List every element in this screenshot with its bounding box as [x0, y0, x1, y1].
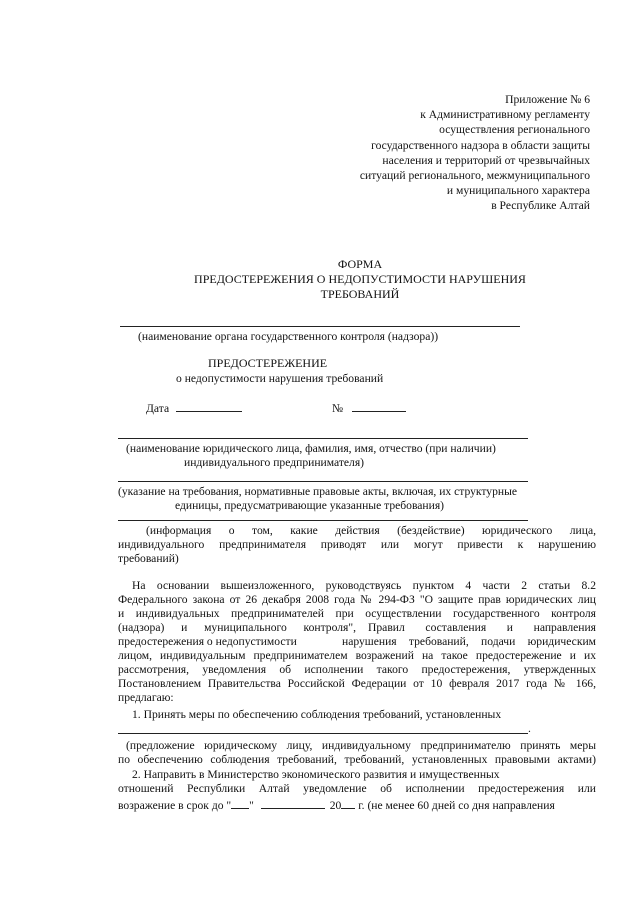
form-title-line: ФОРМА: [337, 257, 383, 271]
entity-blank-line: [118, 438, 528, 439]
deadline-century: 20: [329, 799, 342, 812]
number-label: №: [332, 402, 344, 415]
date-field: [146, 400, 242, 416]
appendix-line: ситуаций регионального, межмуниципального: [359, 169, 590, 183]
basis-line: лицом, индивидуальным предпринимателем возражений на такое предостережение и их: [118, 649, 596, 662]
info-caption-line1: (информация о том, какие действия (бездействие) юридического лица,: [146, 524, 596, 537]
appendix-block: [290, 92, 590, 214]
form-title-line: ПРЕДОСТЕРЕЖЕНИЯ О НЕДОПУСТИМОСТИ НАРУШЕНИЯ: [194, 272, 526, 286]
proposal-caption-line2: по обеспечению соблюдения требований, требований, установленных правовыми актами): [118, 753, 596, 766]
item1-blank-line: [118, 733, 528, 734]
info-caption-line2: индивидуального предпринимателя приводят или могут привести к нарушению: [118, 538, 596, 551]
appendix-line: к Административному регламенту: [420, 108, 590, 122]
basis-line: На основании вышеизложенного, руководствуясь пунктом 4 части 2 статьи 8.2: [132, 579, 596, 592]
appendix-line: и муниципального характера: [446, 184, 590, 198]
number-blank: [352, 400, 406, 412]
warning-title: ПРЕДОСТЕРЕЖЕНИЕ: [208, 356, 328, 370]
form-title-line: ТРЕБОВАНИЙ: [320, 287, 400, 301]
proposal-caption-line1: (предложение юридическому лицу, индивидуальному предпринимателю принять меры: [126, 739, 596, 752]
basis-line: Федерального закона от 26 декабря 2008 года № 294-ФЗ "О защите прав юридических лиц: [118, 593, 596, 606]
basis-line: Правил составления и направления: [368, 621, 596, 634]
deadline-day-blank: [231, 797, 249, 809]
appendix-line: государственного надзора в области защиты: [371, 138, 590, 152]
requirements-caption-line1: (указание на требования, нормативные правовые акты, включая, их структурные: [118, 485, 518, 498]
deadline-prefix: возражение в срок до ": [118, 799, 232, 812]
info-caption-line3: требований): [118, 552, 179, 565]
item1-text: 1. Принять меры по обеспечению соблюдения требований, установленных: [132, 708, 502, 721]
basis-line: (надзора) и муниципального контроля",: [118, 621, 356, 634]
item2-line2: отношений Республики Алтай уведомление об исполнении предостережения или: [118, 782, 596, 795]
number-field: [332, 400, 406, 416]
basis-line: предлагаю:: [118, 691, 174, 704]
info-blank-line: [118, 520, 528, 521]
deadline-quote: ": [249, 799, 254, 812]
basis-line: нарушения требований, подачи юридическим: [342, 635, 596, 648]
appendix-line: в Республике Алтай: [491, 199, 590, 213]
requirements-caption-line2: единицы, предусматривающие указанные требования): [175, 499, 445, 512]
entity-caption-line2: индивидуального предпринимателя): [184, 456, 365, 469]
basis-line: рассмотрения, уведомления об исполнении такого предостережения, утвержденных: [118, 663, 596, 676]
date-label: Дата: [146, 402, 170, 415]
warning-subtitle: о недопустимости нарушения требований: [176, 372, 384, 385]
form-title: [160, 257, 560, 302]
item1-end-mark: .: [528, 722, 531, 735]
basis-line: Постановлением Правительства Российской Федерации от 10 февраля 2017 года № 166,: [118, 677, 596, 690]
authority-blank-line: [120, 326, 520, 327]
deadline-suffix: г. (не менее 60 дней со дня направления: [358, 799, 555, 812]
entity-caption-line1: (наименование юридического лица, фамилия, имя, отчество (при наличии): [126, 442, 496, 455]
item2-line1: 2. Направить в Министерство экономического развития и имущественных: [132, 768, 500, 781]
basis-line: и индивидуальных предпринимателей при осуществлении государственного контроля: [118, 607, 596, 620]
deadline-month-blank: [261, 797, 325, 809]
item2-line3: [118, 797, 596, 813]
appendix-line: Приложение № 6: [505, 93, 590, 106]
date-blank: [176, 400, 242, 412]
appendix-line: населения и территорий от чрезвычайных: [382, 153, 590, 167]
deadline-year-blank: [341, 797, 355, 809]
appendix-line: осуществления регионального: [439, 123, 590, 137]
requirements-blank-line: [118, 481, 528, 482]
basis-line: предостережения о недопустимости: [118, 635, 297, 648]
authority-caption: (наименование органа государственного контроля (надзора)): [138, 330, 439, 343]
